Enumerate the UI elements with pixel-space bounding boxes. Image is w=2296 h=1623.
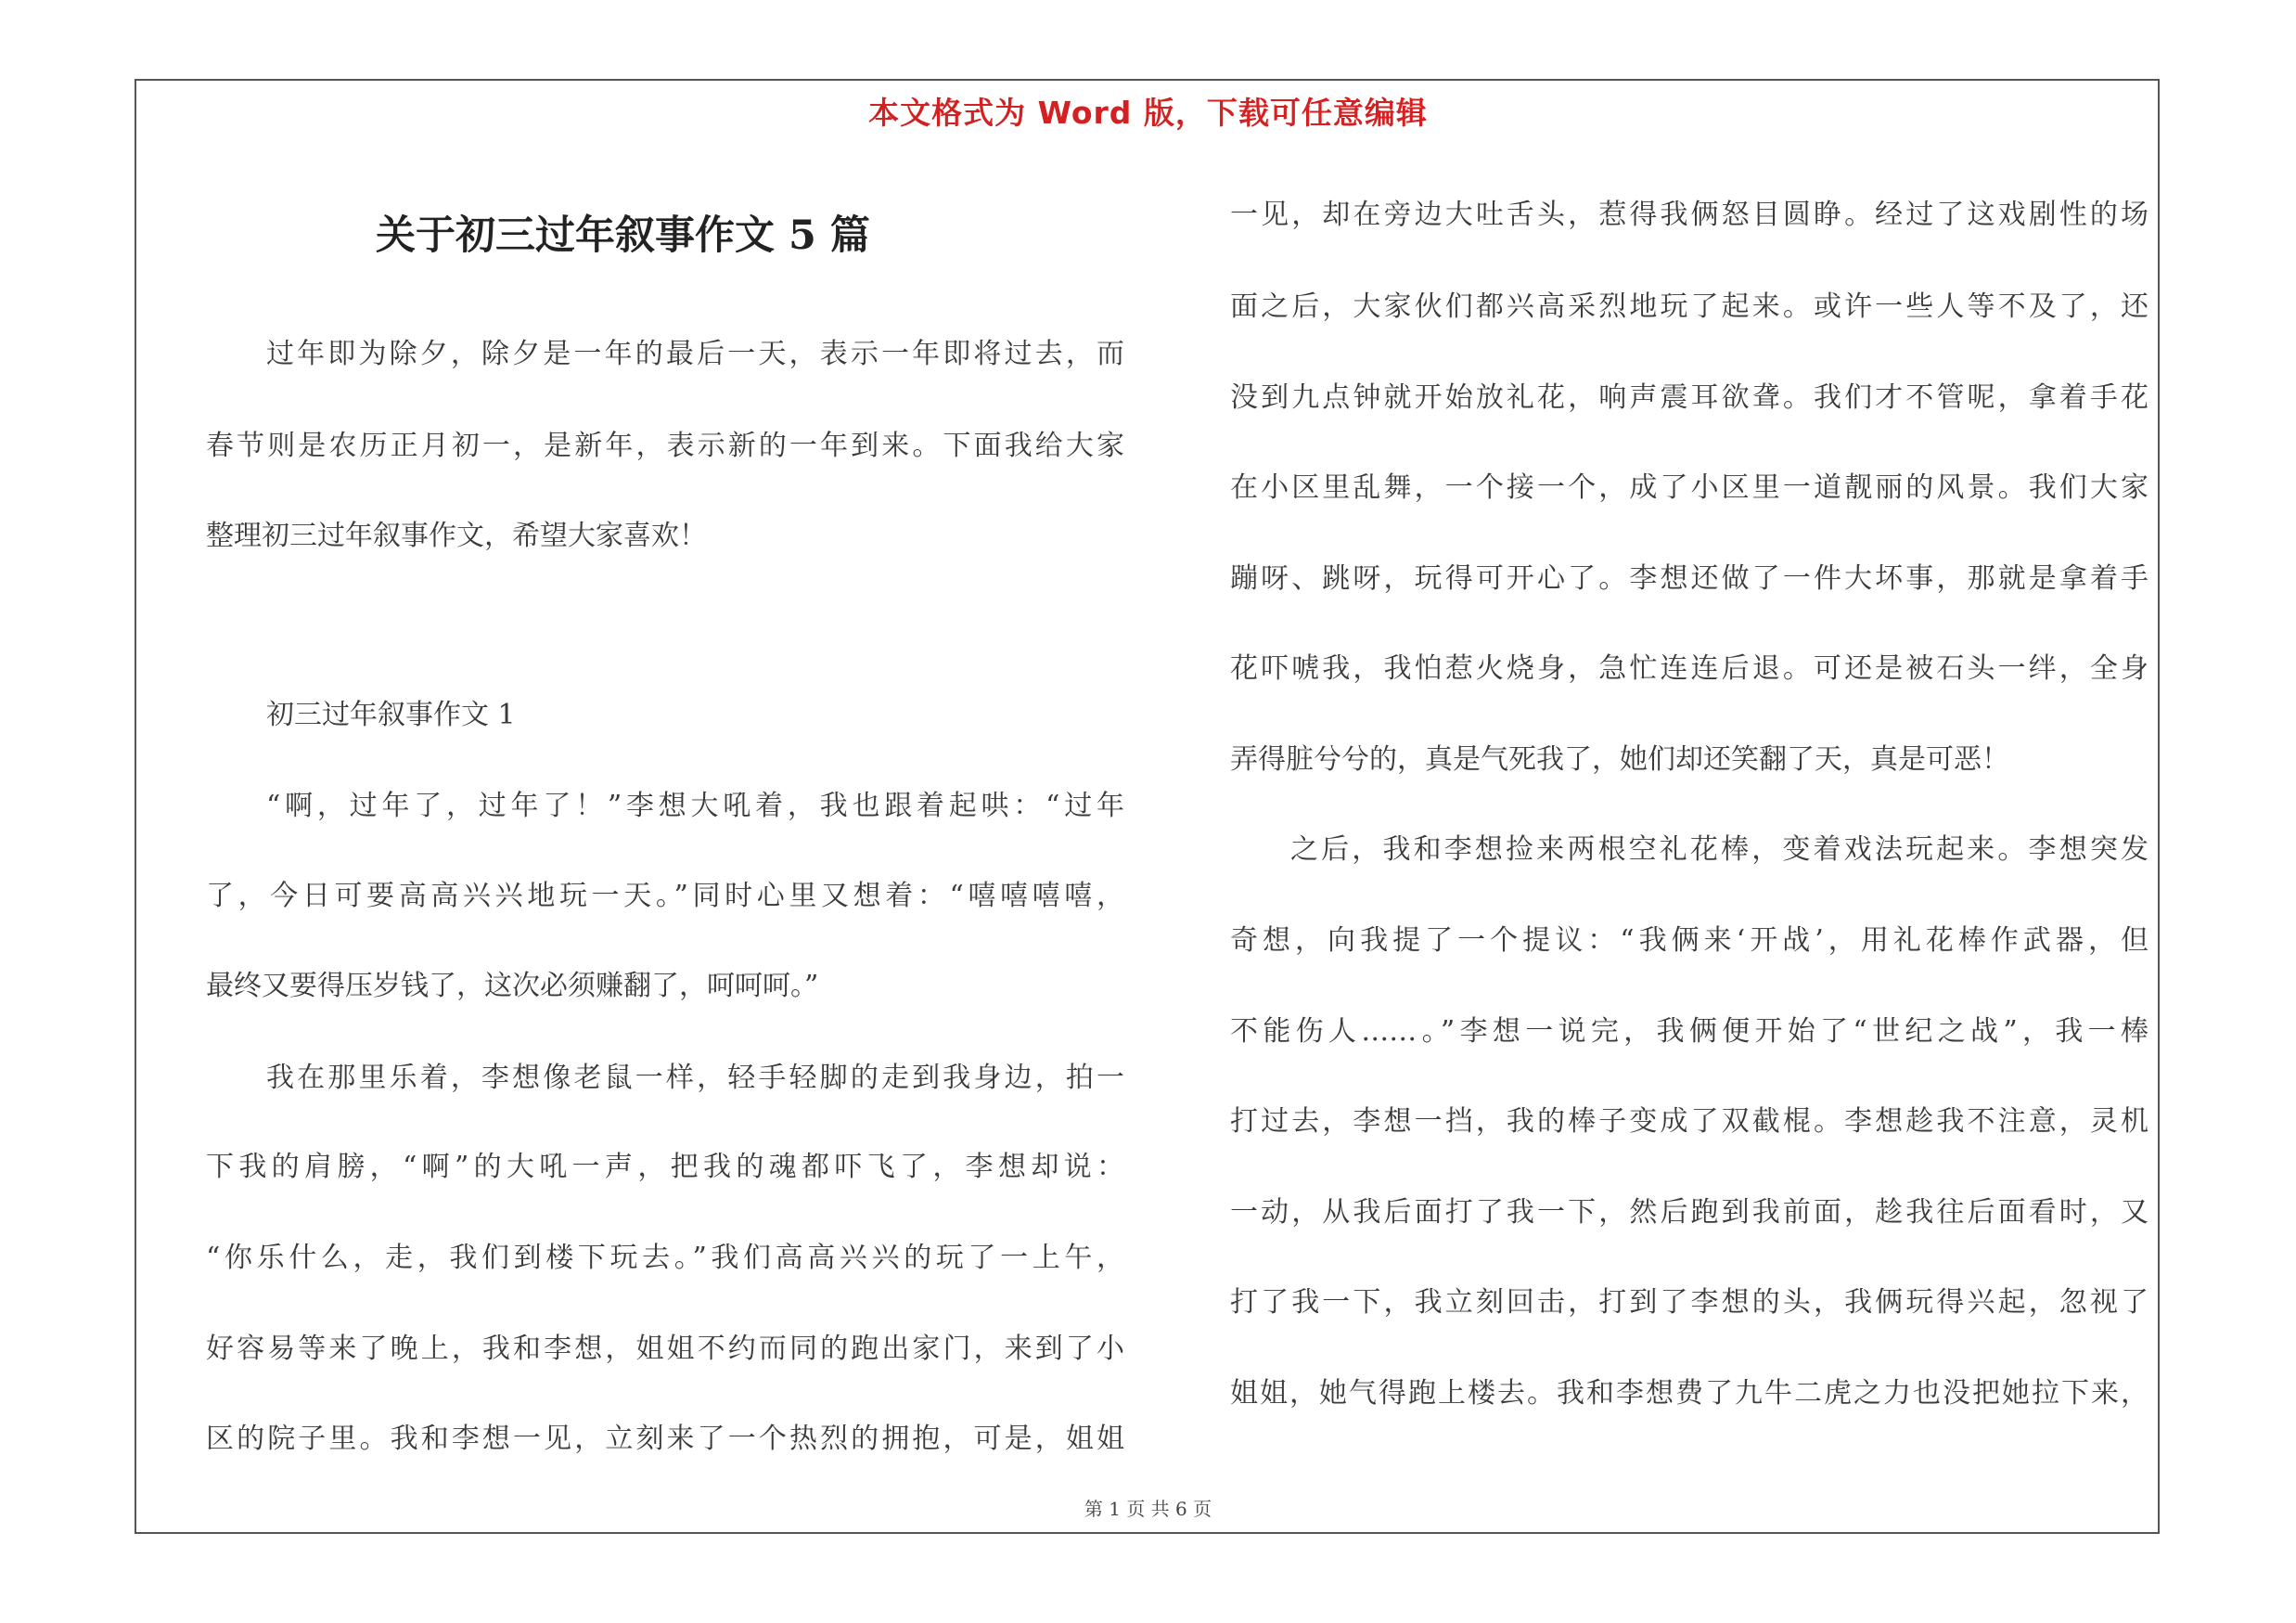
- paragraph-line: 好容易等来了晚上，我和李想，姐姐不约而同的跑出家门，来到了小: [206, 1333, 1124, 1365]
- paragraph-line: “你乐什么，走，我们到楼下玩去。”我们高高兴兴的玩了一上午，: [206, 1242, 1124, 1274]
- document-title: 关于初三过年叙事作文 5 篇: [376, 213, 870, 259]
- paragraph-line: 姐姐，她气得跑上楼去。我和李想费了九牛二虎之力也没把她拉下来，: [1230, 1377, 2148, 1410]
- paragraph-line: 之后，我和李想捡来两根空礼花棒，变着戏法玩起来。李想突发: [1290, 833, 2148, 866]
- paragraph-line: 弄得脏兮兮的，真是气死我了，她们却还笑翻了天，真是可恶！: [1230, 743, 2009, 776]
- section-heading: 初三过年叙事作文 1: [266, 699, 516, 731]
- paragraph-line: 我在那里乐着，李想像老鼠一样，轻手轻脚的走到我身边，拍一: [266, 1062, 1124, 1094]
- paragraph-line: 打了我一下，我立刻回击，打到了李想的头，我俩玩得兴起，忽视了: [1230, 1286, 2148, 1319]
- paragraph-line: 面之后，大家伙们都兴高采烈地玩了起来。或许一些人等不及了，还: [1230, 290, 2148, 323]
- paragraph-line: 一见，却在旁边大吐舌头，惹得我俩怒目圆睁。经过了这戏剧性的场: [1230, 199, 2148, 231]
- paragraph-line: 了，今日可要高高兴兴地玩一天。”同时心里又想着：“嘻嘻嘻嘻，: [206, 880, 1124, 912]
- paragraph-line: 下我的肩膀，“啊”的大吼一声，把我的魂都吓飞了，李想却说：: [206, 1151, 1124, 1183]
- paragraph-line: 一动，从我后面打了我一下，然后跑到我前面，趁我往后面看时，又: [1230, 1196, 2148, 1229]
- editable-notice-banner: 本文格式为 Word 版，下载可任意编辑: [868, 95, 1428, 131]
- paragraph-line: 在小区里乱舞，一个接一个，成了小区里一道靓丽的风景。我们大家: [1230, 471, 2148, 504]
- paragraph-line: 花吓唬我，我怕惹火烧身，急忙连连后退。可还是被石头一绊，全身: [1230, 652, 2148, 685]
- paragraph-line: 打过去，李想一挡，我的棒子变成了双截棍。李想趁我不注意，灵机: [1230, 1105, 2148, 1138]
- paragraph-line: 整理初三过年叙事作文，希望大家喜欢！: [206, 520, 707, 552]
- page-number-footer: 第 1 页 共 6 页: [1084, 1498, 1212, 1520]
- paragraph-line: “啊，过年了，过年了！”李想大吼着，我也跟着起哄：“过年: [266, 790, 1124, 822]
- paragraph-line: 蹦呀、跳呀，玩得可开心了。李想还做了一件大坏事，那就是拿着手: [1230, 562, 2148, 595]
- paragraph-line: 区的院子里。我和李想一见，立刻来了一个热烈的拥抱，可是，姐姐: [206, 1423, 1124, 1455]
- paragraph-line: 没到九点钟就开始放礼花，响声震耳欲聋。我们才不管呢，拿着手花: [1230, 381, 2148, 414]
- paragraph-line: 春节则是农历正月初一，是新年，表示新的一年到来。下面我给大家: [206, 430, 1124, 462]
- paragraph-line: 最终又要得压岁钱了，这次必须赚翻了，呵呵呵。”: [206, 970, 819, 1002]
- paragraph-line: 过年即为除夕，除夕是一年的最后一天，表示一年即将过去，而: [266, 338, 1124, 370]
- paragraph-line: 不能伤人……。”李想一说完，我俩便开始了“世纪之战”，我一棒: [1230, 1015, 2148, 1048]
- paragraph-line: 奇想，向我提了一个提议：“我俩来‘开战’，用礼花棒作武器，但: [1230, 924, 2148, 957]
